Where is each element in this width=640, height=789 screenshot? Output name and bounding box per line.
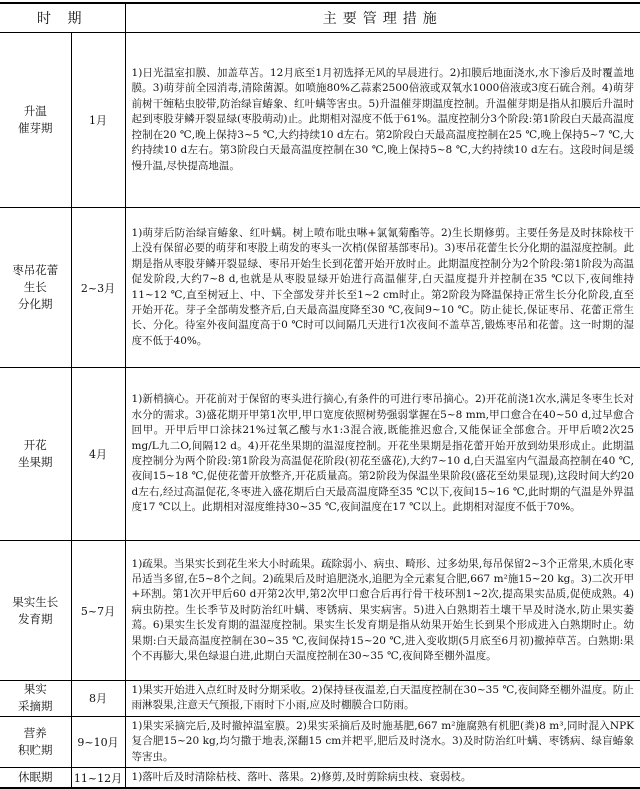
stage-line: 分化期 <box>18 297 53 311</box>
measures-cell: 1)疏果。当果实长到花生米大小时疏果。疏除弱小、病虫、畸形、过多幼果,每吊保留2~3个正常果,木质化枣吊适当多留,在5~8个之间。2)疏果后及时追肥浇水,追肥为全元素复合肥,667 m²施15~20 kg。3)二次开甲+环割。第1次开甲后60 d开第2次甲,第2次甲口愈合后再行骨干枝环割1~2次,提高果实品质,促使成熟。4)病虫防控。生长季节及时防治红叶螨、枣锈病、果实病害。5)进入白熟期若土壤干旱及时浇水,防止果实萎蔫。6)果实生长发育期的温湿度控制。果实生长发育期是指从幼果开始生长到果个形成进入白熟期时止。幼果期:白天最高温度控制在30~35 ℃,夜间保持15~20 ℃,进入变收期(5月底至6月初)撤掉草苫。白熟期:果个不再膨大,果色绿退白进,此期白天温度控制在30~35 ℃,夜间降至棚外温度。 <box>125 541 640 681</box>
measures-cell: 1)日光温室扣膜、加盖草苫。12月底至1月初选择无风的早晨进行。2)扣膜后地面浇水,水下渗后及时覆盖地膜。3)萌芽前全园消毒,清除菌源。如喷施80%乙蒜素2500倍液或双氧水1000倍液或3度石硫合剂。4)萌芽前树干缠粘虫胶带,防治绿盲蝽象、红叶螨等害虫。5)升温催芽期温度控制。升温催芽期是指从扣膜后升温时起到枣股芽鳞开裂显绿(枣股萌动)止。此期相对湿度不低于61%。温度控制分3个阶段:第1阶段白天最高温度控制在20 ℃,晚上保持3~5 ℃,大约持续10 d左右。第2阶段白天最高温度控制在25 ℃,晚上保持5~7 ℃,大约持续10 d左右。第3阶段白天最高温度控制在30 ℃,晚上保持5~8 ℃,大约持续10 d左右。这段时间是缓慢升温,尽快提高地温。 <box>125 33 640 208</box>
month-cell: 8月 <box>71 681 125 717</box>
stage-line: 坐果期 <box>18 455 53 469</box>
stage-cell <box>0 33 71 208</box>
month-cell: 5~7月 <box>71 541 125 681</box>
stage-line: 升温 <box>23 104 47 118</box>
stage-cell <box>0 541 71 681</box>
month-cell: 4月 <box>71 368 125 541</box>
table-row <box>0 541 640 681</box>
table-row <box>0 768 640 789</box>
table-header-row <box>0 3 640 33</box>
stage-line: 营养 <box>23 725 47 740</box>
stage-line: 果实 <box>23 682 47 697</box>
table-row <box>0 681 640 717</box>
table-row <box>0 368 640 541</box>
stage-line: 催芽期 <box>18 121 53 135</box>
stage-line: 枣吊花蕾 <box>12 263 59 277</box>
month-cell: 2~3月 <box>71 208 125 368</box>
measures-cell: 1)新梢摘心。开花前对于保留的枣头进行摘心,有条件的可进行枣吊摘心。2)开花前浇1次水,满足冬枣生长对水分的需求。3)盛花期开甲第1次甲,甲口宽度依照树势强弱掌握在5~8 mm,甲口愈合在40~50 d,过早愈合回甲。开甲后甲口涂抹21%过氧乙酸与水1:3混合液,既能推迟愈合,又能保证全部愈合。开甲后喷2次25 mg/L九二O,间隔12 d。4)开花坐果期的温湿度控制。开花坐果期是指花蕾开始开放到幼果形成止。此期温度控制分为两个阶段:第1阶段为高温促花阶段(初花至盛花),大约7~10 d,白天温室内气温最高控制在40 ℃,夜间15~18 ℃,促使花蕾开放整齐,开花质量高。第2阶段为保温坐果阶段(盛花至幼果显现),这段时间大约20 d左右,经过高温促花,冬枣进入盛花期后白天最高温度降至35 ℃以下,夜间15~16 ℃,此时期的气温是外界温度17 ℃以上。此期相对湿度维持30~35 ℃,夜间温度在17 ℃以上。此期相对湿度不低于70%。 <box>125 368 640 541</box>
table-row <box>0 208 640 368</box>
management-table <box>0 2 640 789</box>
stage-line: 开花 <box>23 438 47 452</box>
month-cell: 1月 <box>71 33 125 208</box>
measures-cell: 1)果实开始进入点红时及时分期采收。2)保持昼夜温差,白天温度控制在30~35 ℃,夜间降至棚外温度。防止雨淋裂果,注意天气预报,下雨时下小雨,应及时棚膜合口防雨。 <box>125 681 640 717</box>
stage-cell <box>0 368 71 541</box>
stage-line: 生长 <box>23 280 47 294</box>
measures-cell: 1)落叶后及时清除枯枝、落叶、落果。2)修剪,及时剪除病虫枝、衰弱枝。 <box>125 768 640 789</box>
stage-cell <box>0 208 71 368</box>
stage-line: 发育期 <box>18 611 53 626</box>
table-row <box>0 33 640 208</box>
measures-cell: 1)萌芽后防治绿盲蝽象、红叶螨。树上喷布吡虫啉+氯氰菊酯等。2)生长期修剪。主要任务是及时抹除枝干上没有保留必要的萌芽和枣股上萌发的枣头一次梢(保留基部枣吊)。3)枣吊花蕾生长分化期的温湿度控制。此期是指从枣股芽鳞开裂显绿、枣吊开始生长到花蕾开始开放时止。此期温度控制分为2个阶段:第1阶段为高温促发阶段,大约7~8 d,也就是从枣股显绿开始进行高温催芽,白天温度提升并控制在35 ℃以下,夜间维持11~12 ℃,直至树冠上、中、下全部发芽并长至1~2 cm时止。第2阶段为降温保持正常生长分化阶段,直至开始开花。芽子全部萌发整齐后,白天最高温度降至30 ℃,夜间9~10 ℃。防止徒长,保证枣吊、花蕾正常生长、分化。待室外夜间温度高于0 ℃时可以间隔几天进行1次夜间不盖草苫,锻炼枣吊和花蕾。这一时期的湿度不低于40%。 <box>125 208 640 368</box>
table-row <box>0 716 640 767</box>
stage-cell <box>0 768 71 789</box>
stage-cell <box>0 716 71 767</box>
header-period: 时 期 <box>0 3 125 33</box>
stage-line: 采摘期 <box>18 699 53 714</box>
measures-cell: 1)果实采摘完后,及时撤掉温室膜。2)果实采摘后及时施基肥,667 m²施腐熟有机肥(粪)8 m³,同时混入NPK复合肥15~20 kg,均匀撒于地表,深翻15 cm并耙平,肥后及时浇水。3)及时防治红叶螨、枣锈病、绿盲蝽象等害虫。 <box>125 716 640 767</box>
stage-cell <box>0 681 71 717</box>
stage-line: 积贮期 <box>18 742 53 757</box>
stage-line: 休眠期 <box>18 770 53 785</box>
month-cell: 11~12月 <box>71 768 125 789</box>
month-cell: 9~10月 <box>71 716 125 767</box>
stage-line: 果实生长 <box>12 594 59 609</box>
header-measures: 主要管理措施 <box>125 3 640 33</box>
